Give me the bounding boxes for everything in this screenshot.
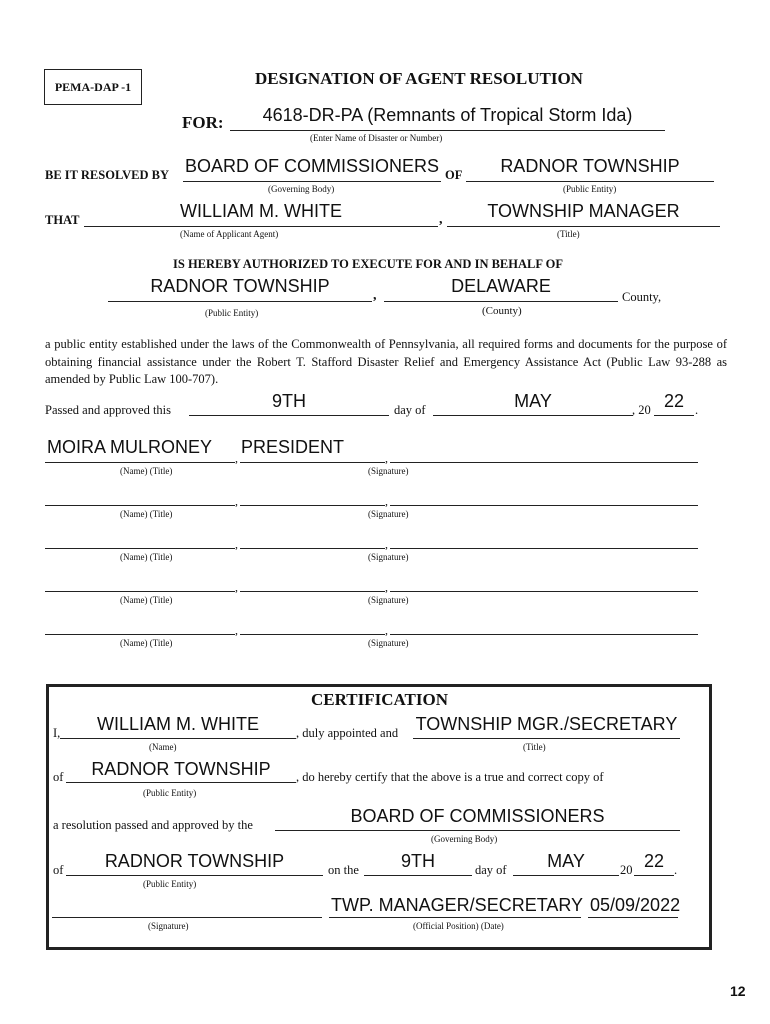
governing-body-caption: (Governing Body): [268, 184, 335, 194]
agent-name-line: [84, 226, 438, 227]
cert-resolution-label: a resolution passed and approved by the: [53, 818, 253, 832]
signature-caption: (Signature): [368, 638, 409, 648]
signer-title-field[interactable]: PRESIDENT: [241, 437, 345, 457]
comma: ,: [235, 494, 238, 508]
cert-year-prefix: 20: [620, 863, 633, 877]
year-prefix: , 20: [632, 403, 651, 417]
comma: ,: [235, 623, 238, 637]
cert-year-line: [634, 875, 674, 876]
passed-day-field[interactable]: 9TH: [271, 391, 306, 411]
signer-name-line[interactable]: [45, 591, 235, 592]
signature-caption: (Signature): [368, 509, 409, 519]
for-label: FOR:: [182, 113, 224, 132]
passed-month-field[interactable]: MAY: [514, 391, 552, 411]
behalf-entity-caption: (Public Entity): [205, 308, 259, 318]
passed-year-field[interactable]: 22: [663, 391, 685, 411]
of-label: OF: [445, 168, 463, 182]
name-title-caption: (Name) (Title): [120, 595, 173, 605]
signature-caption: (Signature): [368, 595, 409, 605]
page-title: DESIGNATION OF AGENT RESOLUTION: [255, 69, 583, 88]
county-line: [384, 301, 618, 302]
cert-governing-field[interactable]: BOARD OF COMMISSIONERS: [350, 806, 605, 826]
passed-label: Passed and approved this: [45, 403, 172, 417]
name-title-caption: (Name) (Title): [120, 509, 173, 519]
cert-entity2-line: [66, 875, 323, 876]
comma: ,: [385, 451, 388, 465]
cert-name-caption: (Name): [149, 742, 177, 752]
comma-separator: ,: [439, 212, 443, 227]
cert-entity2-field[interactable]: RADNOR TOWNSHIP: [104, 851, 285, 871]
cert-date-line: [588, 917, 678, 918]
cert-certify-text: , do hereby certify that the above is a true and correct copy of: [296, 770, 604, 784]
cert-signature-line[interactable]: [52, 917, 322, 918]
signer-title-line[interactable]: [240, 548, 385, 549]
cert-title-field[interactable]: TOWNSHIP MGR./SECRETARY: [415, 714, 678, 734]
passed-month-line: [433, 415, 633, 416]
cert-position-line: [329, 917, 581, 918]
period: .: [674, 863, 678, 877]
resolved-label: BE IT RESOLVED BY: [45, 168, 170, 182]
cert-i-label: I,: [53, 726, 61, 740]
cert-day-line: [364, 875, 472, 876]
cert-signature-caption: (Signature): [148, 921, 189, 931]
cert-name-line: [60, 738, 296, 739]
signer-name-line: [45, 462, 235, 463]
cert-governing-line: [275, 830, 680, 831]
signature-line[interactable]: [390, 462, 698, 463]
signer-name-line[interactable]: [45, 505, 235, 506]
signer-name-line[interactable]: [45, 548, 235, 549]
passed-year-line: [654, 415, 694, 416]
form-id-box: [44, 69, 142, 105]
disaster-caption: (Enter Name of Disaster or Number): [310, 133, 443, 143]
signature-caption: (Signature): [368, 552, 409, 562]
agent-name-caption: (Name of Applicant Agent): [180, 229, 279, 239]
cert-appointed-label: , duly appointed and: [296, 726, 399, 740]
signer-title-line: [240, 462, 385, 463]
signer-title-line[interactable]: [240, 591, 385, 592]
comma: ,: [235, 537, 238, 551]
cert-year-field[interactable]: 22: [643, 851, 665, 871]
cert-entity-caption: (Public Entity): [143, 788, 197, 798]
governing-body-field[interactable]: BOARD OF COMMISSIONERS: [184, 156, 440, 176]
cert-entity2-caption: (Public Entity): [143, 879, 197, 889]
cert-position-field[interactable]: TWP. MANAGER/SECRETARY: [331, 895, 584, 915]
cert-of-label: of: [53, 770, 64, 784]
cert-month-line: [513, 875, 619, 876]
cert-on-the-label: on the: [328, 863, 359, 877]
agent-title-line: [447, 226, 720, 227]
public-entity-field[interactable]: RADNOR TOWNSHIP: [500, 156, 680, 176]
signature-line[interactable]: [390, 548, 698, 549]
comma: ,: [385, 537, 388, 551]
behalf-entity-field[interactable]: RADNOR TOWNSHIP: [150, 276, 330, 296]
certification-heading: CERTIFICATION: [311, 690, 448, 709]
cert-title-line: [413, 738, 680, 739]
day-of-label: day of: [394, 403, 426, 417]
cert-date-field[interactable]: 05/09/2022: [590, 895, 681, 915]
behalf-entity-line: [108, 301, 372, 302]
signer-name-line[interactable]: [45, 634, 235, 635]
cert-day-field[interactable]: 9TH: [400, 851, 435, 871]
comma-separator-2: ,: [373, 288, 377, 303]
cert-name-field[interactable]: WILLIAM M. WHITE: [97, 714, 259, 734]
comma: ,: [385, 623, 388, 637]
governing-body-line: [183, 181, 441, 182]
comma: ,: [235, 580, 238, 594]
agent-name-field[interactable]: WILLIAM M. WHITE: [180, 201, 342, 221]
disaster-field[interactable]: 4618-DR-PA (Remnants of Tropical Storm Ida): [262, 105, 633, 125]
period: .: [695, 403, 699, 417]
disaster-line: [230, 130, 665, 131]
cert-day-of-label: day of: [475, 863, 507, 877]
cert-governing-caption: (Governing Body): [431, 834, 498, 844]
public-entity-caption: (Public Entity): [563, 184, 617, 194]
authorized-text: IS HEREBY AUTHORIZED TO EXECUTE FOR AND IN BEHALF OF: [173, 257, 564, 271]
signer-title-line[interactable]: [240, 505, 385, 506]
signature-line[interactable]: [390, 591, 698, 592]
cert-entity-line: [66, 782, 296, 783]
signature-caption: (Signature): [368, 466, 409, 476]
county-field[interactable]: DELAWARE: [451, 276, 551, 296]
signature-line[interactable]: [390, 505, 698, 506]
signer-name-field[interactable]: MOIRA MULRONEY: [47, 437, 213, 457]
comma: ,: [235, 451, 238, 465]
name-title-caption: (Name) (Title): [120, 552, 173, 562]
comma: ,: [385, 494, 388, 508]
comma: ,: [385, 580, 388, 594]
signer-title-line[interactable]: [240, 634, 385, 635]
county-label: County,: [622, 290, 662, 304]
name-title-caption: (Name) (Title): [120, 466, 173, 476]
passed-day-line: [189, 415, 389, 416]
cert-title-caption: (Title): [523, 742, 546, 752]
cert-entity-field[interactable]: RADNOR TOWNSHIP: [91, 759, 271, 779]
cert-of2-label: of: [53, 863, 64, 877]
cert-month-field[interactable]: MAY: [547, 851, 585, 871]
page-number: 12: [730, 983, 746, 999]
that-label: THAT: [45, 213, 80, 227]
cert-position-date-caption: (Official Position) (Date): [413, 921, 504, 931]
public-entity-line: [466, 181, 714, 182]
authority-paragraph: a public entity established under the laws of the Commonwealth of Pennsylvania, all required forms and documents for the purpose of obtaining financial assistance under the Robert T. Stafford Disaster Relief and Emergency Assistance Act (Public Law 93-288 as amended by Public Law 100-707).: [45, 337, 727, 386]
name-title-caption: (Name) (Title): [120, 638, 173, 648]
agent-title-caption: (Title): [557, 229, 580, 239]
agent-title-field[interactable]: TOWNSHIP MANAGER: [487, 201, 680, 221]
form-id: PEMA-DAP -1: [54, 79, 132, 94]
county-caption: (County): [482, 305, 522, 317]
signature-line[interactable]: [390, 634, 698, 635]
